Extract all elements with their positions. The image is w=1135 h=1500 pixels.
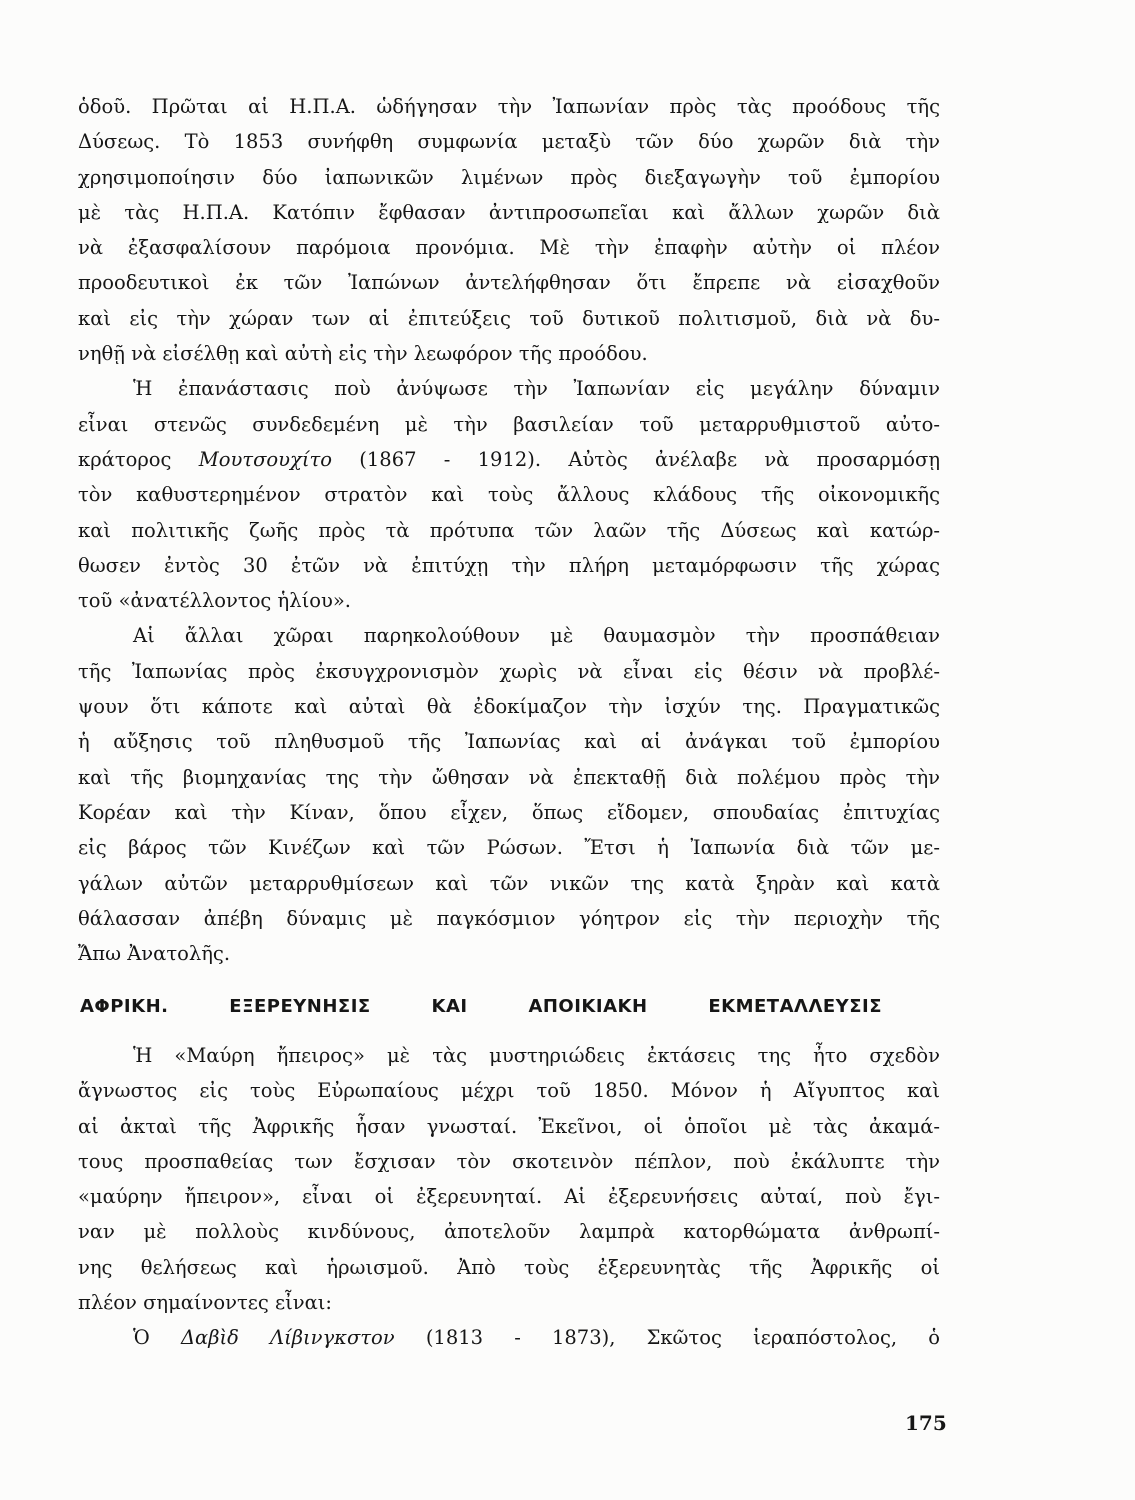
text-segment: κράτορος bbox=[78, 447, 199, 471]
text-line: τὸν καθυστερημένον στρατὸν καὶ τοὺς ἄλλους κλάδους τῆς οἰκονομικῆς bbox=[78, 483, 940, 507]
text-line: ψουν ὅτι κάποτε καὶ αὐταὶ θὰ ἐδοκίμαζον τὴν ἰσχύν της. Πραγματικῶς bbox=[78, 695, 940, 719]
text-line: θωσεν ἐντὸς 30 ἐτῶν νὰ ἐπιτύχῃ τὴν πλήρη μεταμόρφωσιν τῆς χώρας bbox=[78, 553, 940, 577]
text-line: θάλασσαν ἀπέβη δύναμις μὲ παγκόσμιον γόητρον εἰς τὴν περιοχὴν τῆς bbox=[78, 906, 940, 930]
text-segment: (1867 - 1912). Αὐτὸς ἀνέλαβε νὰ προσαρμόσῃ bbox=[332, 447, 940, 471]
text-line: εἶναι στενῶς συνδεδεμένη μὲ τὴν βασιλείαν τοῦ μεταρρυθμιστοῦ αὐτο- bbox=[78, 412, 940, 436]
text-line: πλέον σημαίνοντες εἶναι: bbox=[78, 1291, 332, 1315]
text-segment: (1813 - 1873), Σκῶτος ἱεραπόστολος, ὁ bbox=[394, 1326, 940, 1350]
text-line: τῆς Ἰαπωνίας πρὸς ἐκσυγχρονισμὸν χωρὶς νὰ εἶναι εἰς θέσιν νὰ προβλέ- bbox=[78, 659, 940, 683]
text-line: νης θελήσεως καὶ ἡρωισμοῦ. Ἀπὸ τοὺς ἐξερευνητὰς τῆς Ἀφρικῆς οἱ bbox=[78, 1255, 940, 1279]
text-line: εἰς βάρος τῶν Κινέζων καὶ τῶν Ρώσων. Ἔτσι ἡ Ἰαπωνία διὰ τῶν με- bbox=[78, 836, 940, 860]
text-line: ὁδοῦ. Πρῶται αἱ Η.Π.Α. ὡδήγησαν τὴν Ἰαπωνίαν πρὸς τὰς προόδους τῆς bbox=[78, 95, 940, 118]
text-line: μὲ τὰς Η.Π.Α. Κατόπιν ἔφθασαν ἀντιπροσωπεῖαι καὶ ἄλλων χωρῶν διὰ bbox=[78, 200, 940, 224]
text-segment: Ὁ bbox=[133, 1326, 181, 1350]
italic-name: Δαβὶδ Λίβινγκστον bbox=[180, 1326, 395, 1350]
italic-name: Μουτσουχίτο bbox=[198, 447, 332, 471]
text-line: τους προσπαθείας των ἔσχισαν τὸν σκοτεινὸν πέπλον, ποὺ ἐκάλυπτε τὴν bbox=[78, 1149, 940, 1173]
text-line: τοῦ «ἀνατέλλοντος ἡλίου». bbox=[78, 589, 351, 613]
text-line: καὶ εἰς τὴν χώραν των αἱ ἐπιτεύξεις τοῦ δυτικοῦ πολιτισμοῦ, διὰ νὰ δυ- bbox=[78, 306, 940, 330]
text-line: νὰ ἐξασφαλίσουν παρόμοια προνόμια. Μὲ τὴν ἐπαφὴν αὐτὴν οἱ πλέον bbox=[78, 236, 940, 260]
text-line: «μαύρην ἤπειρον», εἶναι οἱ ἐξερευνηταί. Αἱ ἐξερευνήσεις αὐταί, ποὺ ἔγι- bbox=[78, 1185, 940, 1209]
paragraph-start-line: Ἡ ἐπανάστασις ποὺ ἀνύψωσε τὴν Ἰαπωνίαν εἰς μεγάλην δύναμιν bbox=[133, 377, 940, 401]
text-line: γάλων αὐτῶν μεταρρυθμίσεων καὶ τῶν νικῶν της κατὰ ξηρὰν καὶ κατὰ bbox=[78, 871, 940, 895]
paragraph-start-line bbox=[78, 1320, 940, 1355]
text-line: Ἄπω Ἀνατολῆς. bbox=[78, 942, 231, 966]
text-line: χρησιμοποίησιν δύο ἰαπωνικῶν λιμένων πρὸς διεξαγωγὴν τοῦ ἐμπορίου bbox=[78, 165, 940, 189]
text-line: νηθῇ νὰ εἰσέλθῃ καὶ αὐτὴ εἰς τὴν λεωφόρον τῆς προόδου. bbox=[78, 342, 648, 366]
text-line: Δύσεως. Τὸ 1853 συνήφθη συμφωνία μεταξὺ τῶν δύο χωρῶν διὰ τὴν bbox=[78, 130, 940, 154]
page-number: 175 bbox=[905, 1411, 947, 1435]
text-line: ἄγνωστος εἰς τοὺς Εὐρωπαίους μέχρι τοῦ 1850. Μόνον ἡ Αἴγυπτος καὶ bbox=[78, 1079, 940, 1103]
section-japan bbox=[78, 89, 940, 971]
text-line bbox=[78, 442, 940, 477]
section-africa bbox=[78, 1038, 940, 1356]
text-line: ναν μὲ πολλοὺς κινδύνους, ἀποτελοῦν λαμπρὰ κατορθώματα ἀνθρωπί- bbox=[78, 1220, 940, 1244]
text-line: καὶ πολιτικῆς ζωῆς πρὸς τὰ πρότυπα τῶν λαῶν τῆς Δύσεως καὶ κατώρ- bbox=[78, 518, 940, 542]
text-line: καὶ τῆς βιομηχανίας της τὴν ὤθησαν νὰ ἐπεκταθῇ διὰ πολέμου πρὸς τὴν bbox=[78, 765, 940, 789]
text-line: Κορέαν καὶ τὴν Κίναν, ὅπου εἶχεν, ὅπως εἴδομεν, σπουδαίας ἐπιτυχίας bbox=[78, 800, 940, 824]
paragraph-start-line: Ἡ «Μαύρη ἤπειρος» μὲ τὰς μυστηριώδεις ἐκτάσεις της ἦτο σχεδὸν bbox=[133, 1044, 940, 1067]
text-line: αἱ ἀκταὶ τῆς Ἀφρικῆς ἦσαν γνωσταί. Ἐκεῖνοι, οἱ ὁποῖοι μὲ τὰς ἀκαμά- bbox=[78, 1114, 940, 1138]
text-line: προοδευτικοὶ ἐκ τῶν Ἰαπώνων ἀντελήφθησαν ὅτι ἔπρεπε νὰ εἰσαχθοῦν bbox=[78, 271, 940, 295]
text-line: ἡ αὔξησις τοῦ πληθυσμοῦ τῆς Ἰαπωνίας καὶ αἱ ἀνάγκαι τοῦ ἐμπορίου bbox=[78, 730, 940, 754]
paragraph-start-line: Αἱ ἄλλαι χῶραι παρηκολούθουν μὲ θαυμασμὸν τὴν προσπάθειαν bbox=[133, 624, 940, 648]
section-heading: ΑΦΡΙΚΗ. ΕΞΕΡΕΥΝΗΣΙΣ ΚΑΙ ΑΠΟΙΚΙΑΚΗ ΕΚΜΕΤΑΛΛΕΥΣΙΣ bbox=[80, 996, 882, 1017]
